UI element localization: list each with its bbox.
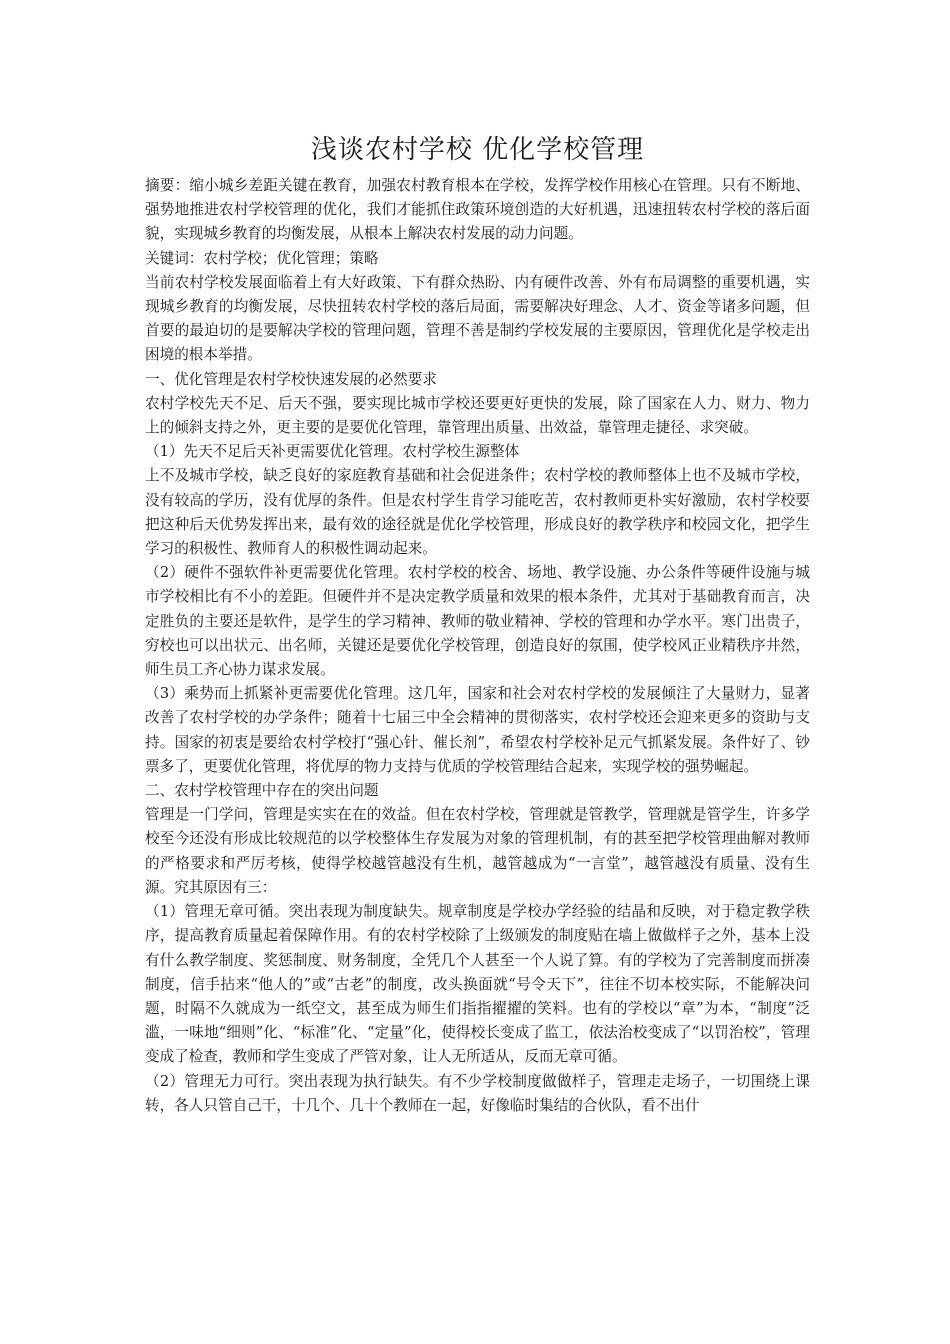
section-1-paragraph: 农村学校先天不足、后天不强，要实现比城市学校还要更好更快的发展，除了国家在人力、财力、物力上的倾斜支持之外，更主要的是要优化管理，靠管理出质量、出效益，靠管理走捷径、求突破。 [145,394,810,437]
keywords-line: 关键词：农村学校；优化管理；策略 [145,249,379,267]
intro-paragraph: 当前农村学校发展面临着上有大好政策、下有群众热盼、内有硬件改善、外有布局调整的重要机遇，实现城乡教育的均衡发展，尽快扭转农村学校的落后局面，需要解决好理念、人才、资金等诸多问题，但首要的最迫切的是要解决学校的管理问题，管理不善是制约学校发展的主要原因，管理优化是学校走出困境的根本举措。 [145,273,810,364]
section-2-paragraph: 管理是一门学问，管理是实实在在的效益。但在农村学校，管理就是管教学，管理就是管学生，许多学校至今还没有形成比较规范的以学校整体生存发展为对象的管理机制，有的甚至把学校管理曲解对教师的严格要求和严厉考核，使得学校越管越没有生机，越管越成为“一言堂”，越管越没有质量、没有生源。究其原因有三： [145,806,810,896]
section-2-point-1: （1）管理无章可循。突出表现为制度缺失。规章制度是学校办学经验的结晶和反映，对于稳定教学秩序，提高教育质量起着保障作用。有的农村学校除了上级颁发的制度贴在墙上做做样子之外，基本上没有什么教学制度、奖惩制度、财务制度，全凭几个人甚至一个人说了算。有的学校为了完善制度而拼凑制度，信手拈来“他人的”或“古老”的制度，改头换面就“号令天下”，往往不切本校实际，不能解决问题，时隔不久就成为一纸空文，甚至成为师生们指指擢擢的笑料。也有的学校以“章”为本，“制度”泛滥，一味地“细则”化、“标准”化、“定量”化，使得校长变成了监工，依法治校变成了“以罚治校”，管理变成了检查，教师和学生变成了严管对象，让人无所适从，反而无章可循。 [145,903,810,1066]
section-2-point-2: （2）管理无力可行。突出表现为执行缺失。有不少学校制度做做样子，管理走走场子，一切围绕上课转，各人只管自己干，十几个、几十个教师在一起，好像临时集结的合伙队，看不出什 [145,1072,810,1114]
document-title: 浅谈农村学校 优化学校管理 [310,135,645,165]
abstract-paragraph: 摘要：缩小城乡差距关键在教育，加强农村教育根本在学校，发挥学校作用核心在管理。只有不断地、强势地推进农村学校管理的优化，我们才能抓住政策环境创造的大好机遇，迅速扭转农村学校的落后面貌，实现城乡教育的均衡发展，从根本上解决农村发展的动力问题。 [145,177,810,243]
document-page [145,130,810,1118]
section-heading-1: 一、优化管理是农村学校快速发展的必然要求 [145,370,437,388]
section-1-point-1-body: 上不及城市学校，缺乏良好的家庭教育基础和社会促进条件；农村学校的教师整体上也不及城市学校，没有较高的学历，没有优厚的条件。但是农村学生肯学习能吃苦，农村教师更朴实好激励，农村学校要把这种后天优势发挥出来，最有效的途径就是优化学校管理，形成良好的教学秩序和校园文化，把学生学习的积极性、教师育人的积极性调动起来。 [145,467,810,558]
section-1-point-3: （3）乘势而上抓紧补更需要优化管理。这几年，国家和社会对农村学校的发展倾注了大量财力，显著改善了农村学校的办学条件；随着十七届三中全会精神的贯彻落实，农村学校还会迎来更多的资助与支持。国家的初衷是要给农村学校打“强心针、催长剂”，希望农村学校补足元气抓紧发展。条件好了、钞票多了，更要优化管理，将优厚的物力支持与优质的学校管理结合起来，实现学校的强势崛起。 [145,685,810,775]
section-1-point-2: （2）硬件不强软件补更需要优化管理。农村学校的校舍、场地、教学设施、办公条件等硬件设施与城市学校相比有不小的差距。但硬件并不是决定教学质量和效果的根本条件，尤其对于基础教育而言，决定胜负的主要还是软件，是学生的学习精神、教师的敬业精神、学校的管理和办学水平。寒门出贵子，穷校也可以出状元、出名师，关键还是要优化学校管理，创造良好的氛围，使学校风正业精秩序井然，师生员工齐心协力谋求发展。 [145,564,810,679]
section-1-point-1-lead: （1）先天不足后天补更需要优化管理。农村学校生源整体 [145,443,520,461]
section-heading-2: 二、农村学校管理中存在的突出问题 [145,782,379,800]
